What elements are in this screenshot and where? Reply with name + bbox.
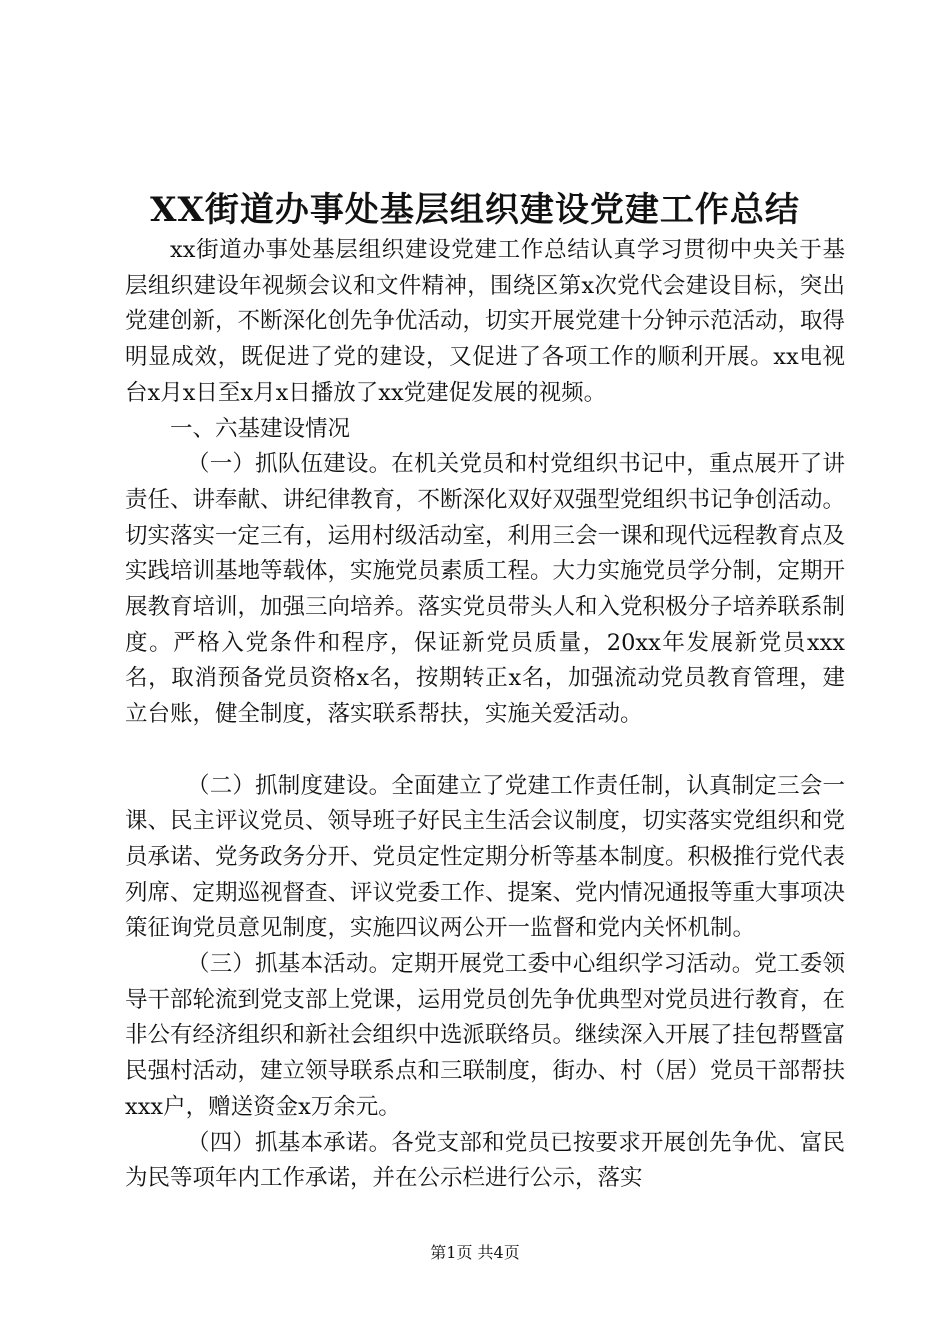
paragraph-basic-activities: （三）抓基本活动。定期开展党工委中心组织学习活动。党工委领导干部轮流到党支部上党课，运用党员创先争优典型对党员进行教育，在非公有经济组织和新社会组织中选派联络员。继续深入开展了挂包帮暨富民强村活动，建立领导联系点和三联制度，街办、村（居）党员干部帮扶xxx户，赠送资金x万余元。 (125, 951, 846, 1120)
section-heading: 一、六基建设情况 (170, 415, 351, 442)
paragraph-gap (125, 733, 845, 769)
paragraph-basic-commitments: （四）抓基本承诺。各党支部和党员已按要求开展创先争优、富民为民等项年内工作承诺，并在公示栏进行公示，落实 (125, 1129, 845, 1192)
document-body (125, 233, 845, 1197)
paragraph-system-building: （二）抓制度建设。全面建立了党建工作责任制，认真制定三会一课、民主评议党员、领导班子好民主生活会议制度，切实落实党组织和党员承诺、党务政务分开、党员定性定期分析等基本制度。积极推行党代表列席、定期巡视督查、评议党委工作、提案、党内情况通报等重大事项决策征询党员意见制度，实施四议两公开一监督和党内关怀机制。 (125, 772, 846, 942)
intro-paragraph: xx街道办事处基层组织建设党建工作总结认真学习贯彻中央关于基层组织建设年视频会议和文件精神，围绕区第x次党代会建设目标，突出党建创新，不断深化创先争优活动，切实开展党建十分钟示范活动，取得明显成效，既促进了党的建设，又促进了各项工作的顺利开展。xx电视台x月x日至x月x日播放了xx党建促发展的视频。 (125, 237, 846, 406)
page-number-footer: 第1页 共4页 (430, 1243, 520, 1262)
document-title: XX街道办事处基层组织建设党建工作总结 (150, 190, 800, 230)
paragraph-team-building: （一）抓队伍建设。在机关党员和村党组织书记中，重点展开了讲责任、讲奉献、讲纪律教育，不断深化双好双强型党组织书记争创活动。切实落实一定三有，运用村级活动室，利用三会一课和现代远程教育点及实践培训基地等载体，实施党员素质工程。大力实施党员学分制，定期开展教育培训，加强三向培养。落实党员带头人和入党积极分子培养联系制度。严格入党条件和程序，保证新党员质量，20xx年发展新党员xxx名，取消预备党员资格x名，按期转正x名，加强流动党员教育管理，建立台账，健全制度，落实联系帮扶，实施关爱活动。 (125, 451, 846, 728)
